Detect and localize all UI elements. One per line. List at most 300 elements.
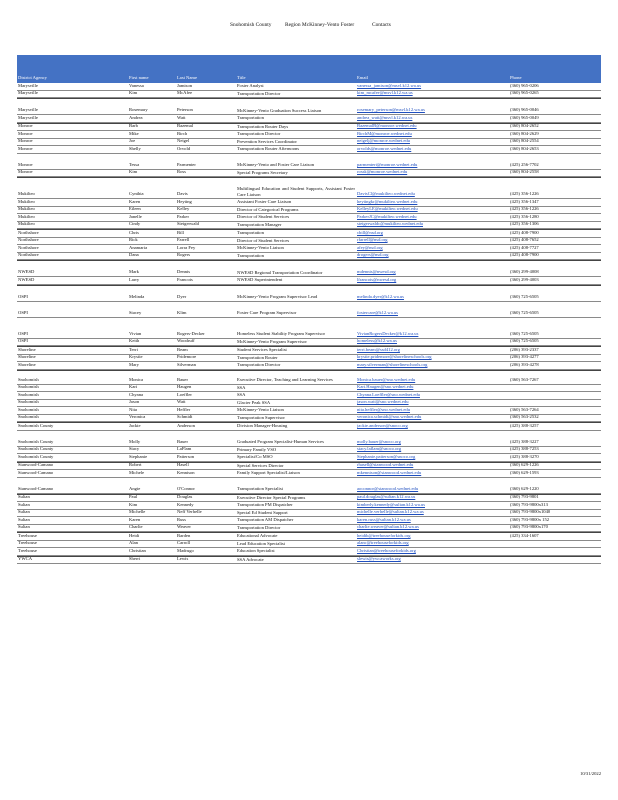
district-cell: Monroe	[18, 123, 33, 129]
email-link[interactable]: orvolds@monroe.wednet.edu	[357, 145, 412, 151]
first-name-cell: Tessa	[129, 161, 140, 167]
table-row	[17, 541, 601, 549]
phone-cell: (360) 299-4008	[510, 269, 539, 275]
table-row	[17, 470, 601, 478]
district-cell: Snohomish County	[18, 422, 54, 428]
table-row	[17, 83, 601, 91]
last-name-cell: Klim	[177, 309, 187, 315]
last-name-cell: Watt	[177, 399, 186, 405]
title-cell: Transportation Specialist	[237, 486, 283, 492]
col-phone: Phone	[510, 75, 522, 80]
phone-cell: (425) 408-7727	[510, 244, 539, 250]
table-row	[17, 302, 601, 318]
first-name-cell: Rosemary	[129, 107, 148, 113]
title-cell: Transportation Director	[237, 362, 281, 368]
last-name-cell: Woodruff	[177, 338, 195, 344]
title-cell: Specialist/Co MSO	[237, 454, 273, 460]
email-link[interactable]: jackie.anderson@snoco.org	[357, 422, 408, 428]
district-cell: Marysville	[18, 114, 38, 120]
phone-cell: (360) 793-9800x1040	[510, 509, 551, 515]
last-name-cell: Hasell	[177, 462, 189, 468]
district-cell: YWCA	[18, 556, 33, 562]
email-link[interactable]: slewis@ywcaworks.org	[357, 556, 401, 562]
table-row	[17, 447, 601, 455]
col-first-name: First name	[129, 75, 149, 80]
email-link[interactable]: BirchM@monroe.wednet.edu	[357, 130, 412, 136]
email-link[interactable]: melinda.dyer@k12.wa.us	[357, 293, 404, 299]
table-row	[17, 525, 601, 533]
last-name-cell: Carroll	[177, 540, 191, 546]
district-cell: OSPI	[18, 330, 28, 336]
first-name-cell: Larry	[129, 276, 140, 282]
first-name-cell: Angie	[129, 485, 141, 491]
email-link[interactable]: mkennison@stanwood.wednet.edu	[357, 469, 422, 475]
district-cell: Monroe	[18, 130, 33, 136]
first-name-cell: Mark	[129, 269, 139, 275]
email-link[interactable]: heidib@treehouseforkids.org	[357, 532, 411, 538]
last-name-cell: Jamison	[177, 82, 193, 88]
title-cell: Transportation PM Dispatcher	[237, 502, 293, 508]
title-cell: Director of Student Services	[237, 237, 290, 243]
email-link[interactable]: homeless@k12.wa.us	[357, 338, 397, 344]
phone-cell: (360) 965-0265	[510, 90, 539, 96]
email-link[interactable]: DavisCl@mukilteo.wednet.edu	[357, 191, 415, 197]
first-name-cell: Charlie	[129, 524, 143, 530]
title-cell: Transportation AM Dispatcher	[237, 517, 294, 523]
phone-cell: (360) 965-0046	[510, 107, 539, 113]
table-row	[17, 355, 601, 363]
first-name-cell: Michelle	[129, 509, 146, 515]
district-cell: Monroe	[18, 161, 33, 167]
title-cell: Executive Director, Teaching and Learning Services	[237, 377, 333, 383]
last-name-cell: Parmenter	[177, 161, 196, 167]
table-row	[17, 229, 601, 238]
email-link[interactable]: Stephanie.patterson@snoco.org	[357, 453, 416, 459]
first-name-cell: Heidi	[129, 532, 140, 538]
last-name-cell: Schmidt	[177, 414, 193, 420]
last-name-cell: Lewis	[177, 556, 189, 562]
table-row	[17, 462, 601, 471]
phone-cell: (360) 629-1220	[510, 485, 539, 491]
last-name-cell: Francois	[177, 276, 193, 282]
title-cell: Lead Education Specialist	[237, 540, 285, 546]
first-name-cell: Melinda	[129, 293, 145, 299]
last-name-cell: Rogers-Decker	[177, 330, 205, 336]
last-name-cell: Neff Verhelle	[177, 509, 202, 515]
first-name-cell: Nita	[129, 406, 137, 412]
title-cell: Executive Director Special Programs	[237, 494, 306, 500]
email-link[interactable]: ParkerJC@mukilteo.wednet.edu	[357, 213, 417, 219]
phone-cell: (425) 388-3270	[510, 453, 539, 459]
email-link[interactable]: andrea_watt@msvl.k12.wa.us	[357, 114, 413, 120]
title-cell: Family Support Specialist/Liaison	[237, 470, 300, 476]
email-link[interactable]: rhasell@stanwood.wednet.edu	[357, 462, 414, 468]
title-cell: McKinney-Vento and Foster Care Liaison	[237, 162, 315, 168]
phone-cell: (425) 408-7652	[510, 237, 539, 243]
email-link[interactable]: aoconnor@stanwood.wednet.edu	[357, 485, 419, 491]
last-name-cell: Birch	[177, 130, 188, 136]
district-cell: Stanwood-Camano	[18, 485, 54, 491]
table-row	[17, 517, 601, 525]
email-link[interactable]: VivianRogersDecker@k12.wa.us	[357, 330, 419, 336]
table-row	[17, 260, 601, 277]
last-name-cell: Bazemal	[177, 123, 194, 129]
email-link[interactable]: karen.russ@sultan.k12.wa.us	[357, 516, 411, 522]
contacts-table	[17, 55, 601, 564]
table-row	[17, 385, 601, 393]
district-cell: Monroe	[18, 145, 33, 151]
email-link[interactable]: charlie.weaver@sultan.k12.wa.us	[357, 524, 419, 530]
email-link[interactable]: Kari.Haugen@sno.wednet.edu	[357, 384, 414, 390]
title-cell: Division Manager-Housing	[237, 423, 288, 429]
title-cell: McKinney-Vento Program Supervisor Lead	[237, 294, 318, 300]
email-link[interactable]: heytingkr@mukilteo.wednet.edu	[357, 198, 418, 204]
table-row	[17, 131, 601, 139]
district-cell: Monroe	[18, 138, 33, 144]
last-name-cell: Weaver	[177, 524, 191, 530]
region-heading: Region McKinney-Vento Foster	[285, 22, 355, 28]
title-cell: Transportation Manager	[237, 221, 282, 227]
table-row	[17, 98, 601, 115]
phone-cell: (360) 804-2554	[510, 138, 539, 144]
first-name-cell: Vanessa	[129, 82, 144, 88]
email-link[interactable]: afey@nsd.org	[357, 244, 383, 250]
first-name-cell: Anamaria	[129, 244, 148, 250]
last-name-cell: Barden	[177, 532, 191, 538]
phone-cell: (425) 408-7900	[510, 229, 539, 235]
first-name-cell: Keith	[129, 338, 140, 344]
last-name-cell: Anderson	[177, 422, 195, 428]
district-cell: Treehouse	[18, 532, 37, 538]
last-name-cell: Watt	[177, 114, 186, 120]
table-row	[17, 222, 601, 230]
first-name-cell: Karen	[129, 516, 141, 522]
first-name-cell: Molly	[129, 438, 141, 444]
table-row	[17, 277, 601, 285]
table-row	[17, 253, 601, 261]
title-cell: SSA	[237, 392, 246, 398]
email-link[interactable]: mdennis@nwesd.org	[357, 269, 396, 275]
district-cell: Sultan	[18, 494, 30, 500]
first-name-cell: Vivian	[129, 330, 142, 336]
first-name-cell: Stephanie	[129, 453, 148, 459]
last-name-cell: Davis	[177, 191, 188, 197]
table-row	[17, 407, 601, 415]
table-row	[17, 532, 601, 541]
phone-cell: (425) 334-1607	[510, 532, 539, 538]
last-name-cell: LaFlam	[177, 446, 192, 452]
email-link[interactable]: steigerwaldc@mukilteo.wednet.edu	[357, 221, 423, 227]
email-link[interactable]: paul.douglas@sultan.k12.wa.us	[357, 494, 416, 500]
last-name-cell: Pridemore	[177, 354, 197, 360]
first-name-cell: Krystie	[129, 354, 143, 360]
last-name-cell: Dennis	[177, 269, 191, 275]
table-row	[17, 548, 601, 556]
table-row	[17, 362, 601, 370]
table-row	[17, 346, 601, 355]
title-cell: Special Services Director	[237, 462, 284, 468]
col-district: District Agency	[18, 75, 47, 80]
first-name-cell: Dana	[129, 252, 139, 258]
first-name-cell: Michele	[129, 469, 145, 475]
last-name-cell: Russ	[177, 516, 186, 522]
table-row	[17, 238, 601, 246]
phone-cell: (425) 388-7253	[510, 446, 539, 452]
table-row	[17, 214, 601, 222]
table-row	[17, 91, 601, 99]
district-cell: Mukilteo	[18, 191, 35, 197]
table-row	[17, 422, 601, 431]
title-cell: Director of Student Services	[237, 214, 290, 220]
phone-cell: (360) 793-9800x170	[510, 524, 548, 530]
title-cell: Prevention Services Coordinator	[237, 138, 297, 144]
last-name-cell: Heffler	[177, 406, 191, 412]
email-link[interactable]: kimberly.kennedy@sultan.k12.wa.us	[357, 501, 425, 507]
district-cell: Northshore	[18, 237, 39, 243]
district-cell: Snohomish County	[18, 438, 54, 444]
district-cell: OSPI	[18, 338, 28, 344]
district-cell: Sultan	[18, 516, 30, 522]
title-cell: Multilingual Education and Student Supports, Assistant Foster Care Liaison	[237, 186, 355, 197]
table-row	[17, 199, 601, 207]
title-cell: Primary Family VSO	[237, 446, 277, 452]
first-name-cell: Kim	[129, 169, 138, 175]
first-name-cell: Monica	[129, 376, 144, 382]
first-name-cell: Stacey	[129, 309, 142, 315]
title-cell: Transportation Router	[237, 354, 278, 360]
title-cell: Transportation Director	[237, 524, 281, 530]
email-link[interactable]: Chyana.Loeffler@sno.wednet.edu	[357, 391, 420, 397]
first-name-cell: Cindy	[129, 221, 141, 227]
first-name-cell: Mary	[129, 361, 139, 367]
district-cell: Mukilteo	[18, 206, 35, 212]
title-cell: McKinney-Vento Liaison	[237, 245, 284, 251]
last-name-cell: Dyer	[177, 293, 187, 299]
page-date: 10/31/2022	[580, 771, 601, 776]
email-link[interactable]: jason.watt@sno.wednet.edu	[357, 399, 409, 405]
last-name-cell: Patterson	[177, 453, 195, 459]
table-row	[17, 370, 601, 385]
first-name-cell: Cynthia	[129, 191, 144, 197]
first-name-cell: Rick	[129, 237, 138, 243]
county-heading: Snohomish County	[230, 22, 272, 28]
email-link[interactable]: terri.beam@ssd412.org	[357, 346, 400, 352]
email-link[interactable]: Monica.bauer@sno.wednet.edu	[357, 376, 416, 382]
title-cell: Transportation Director	[237, 90, 281, 96]
email-link[interactable]: veronica.schmidt@sno.wednet.edu	[357, 414, 422, 420]
district-cell: Snohomish	[18, 376, 39, 382]
email-link[interactable]: michelle.verhelle@sultan.k12.wa.us	[357, 509, 424, 515]
title-cell: Transportation Router Days	[237, 123, 289, 129]
table-row	[17, 318, 601, 339]
last-name-cell: Kennison	[177, 469, 195, 475]
email-link[interactable]: neigelj@monroe.wednet.edu	[357, 138, 410, 144]
table-row	[17, 245, 601, 253]
col-email: Email	[357, 75, 368, 80]
first-name-cell: Kim	[129, 90, 138, 96]
email-link[interactable]: rfarrell@nsd.org	[357, 237, 388, 243]
phone-cell: (360) 725-6505	[510, 309, 539, 315]
district-cell: Northshore	[18, 252, 39, 258]
district-cell: Snohomish	[18, 399, 39, 405]
district-cell: Snohomish County	[18, 453, 54, 459]
title-cell: Foster Analyst	[237, 83, 264, 89]
first-name-cell: Stacy	[129, 446, 140, 452]
phone-cell: (360) 629-1226	[510, 462, 539, 468]
table-row	[17, 154, 601, 170]
email-link[interactable]: drogers@nsd.org	[357, 252, 389, 258]
district-cell: Sultan	[18, 501, 30, 507]
district-cell: Sultan	[18, 509, 30, 515]
table-row	[17, 510, 601, 518]
district-cell: Monroe	[18, 169, 33, 175]
district-cell: Marysville	[18, 107, 38, 113]
title-cell: Transportation	[237, 252, 264, 258]
first-name-cell: Veronica	[129, 414, 146, 420]
last-name-cell: Loeffler	[177, 391, 192, 397]
title-cell: Foster Care Program Supervisor	[237, 310, 297, 316]
district-cell: Mukilteo	[18, 198, 35, 204]
table-row	[17, 115, 601, 123]
district-cell: Snohomish	[18, 384, 39, 390]
district-cell: Northshore	[18, 244, 39, 250]
district-cell: Shoreline	[18, 354, 36, 360]
table-row	[17, 494, 601, 503]
phone-cell: (425) 356-1280	[510, 213, 539, 219]
title-cell: NWESD Regional Transportation Coordinator	[237, 269, 323, 275]
last-name-cell: Ross	[177, 169, 186, 175]
phone-cell: (425) 356-1226	[510, 206, 539, 212]
email-link[interactable]: mary.silverman@shorelineschools.org	[357, 361, 428, 367]
email-link[interactable]: rossk@monroe.wednet.edu	[357, 169, 408, 175]
title-cell: Education Specialist	[237, 548, 275, 554]
first-name-cell: Kim	[129, 501, 138, 507]
email-link[interactable]: BazemalB@monroe.wednet.edu	[357, 123, 417, 129]
district-cell: NWESD	[18, 276, 35, 282]
first-name-cell: Kari	[129, 384, 138, 390]
first-name-cell: Joe	[129, 138, 136, 144]
table-row	[17, 146, 601, 154]
district-cell: Marysville	[18, 90, 38, 96]
phone-cell: (425) 408-7900	[510, 252, 539, 258]
title-cell: Transportation Router Afternoons	[237, 146, 300, 152]
district-cell: NWESD	[18, 269, 35, 275]
district-cell: Shoreline	[18, 346, 36, 352]
title-cell: SSA Advocate	[237, 556, 264, 562]
email-link[interactable]: parmentert@monroe.wednet.edu	[357, 161, 418, 167]
email-link[interactable]: molly.bauer@snoco.org	[357, 438, 401, 444]
district-cell: Sultan	[18, 524, 30, 530]
email-link[interactable]: alanc@treehouseforkids.org	[357, 540, 409, 546]
email-link[interactable]: KelleyLE@mukilteo.wednet.edu	[357, 206, 418, 212]
district-cell: Northshore	[18, 229, 39, 235]
table-row	[17, 392, 601, 400]
last-name-cell: Lorra Fey	[177, 244, 196, 250]
email-link[interactable]: nita.heffler@sno.wednet.edu	[357, 406, 411, 412]
title-cell: Transportation	[237, 115, 264, 121]
first-name-cell: Shelly	[129, 145, 141, 151]
last-name-cell: Kelley	[177, 206, 190, 212]
last-name-cell: Silverman	[177, 361, 196, 367]
district-cell: Snohomish County	[18, 446, 54, 452]
last-name-cell: Bauer	[177, 438, 188, 444]
district-cell: Shoreline	[18, 361, 36, 367]
email-link[interactable]: cbill@nsd.org	[357, 229, 383, 235]
email-link[interactable]: rosemary_peterson@msvl.k12.wa.us	[357, 107, 425, 113]
last-name-cell: Peterson	[177, 107, 193, 113]
first-name-cell: Paul	[129, 494, 138, 500]
last-name-cell: O'Connor	[177, 485, 195, 491]
col-last-name: Last Name	[177, 75, 198, 80]
first-name-cell: Sherri	[129, 556, 141, 562]
phone-cell: (360) 965-0049	[510, 114, 539, 120]
district-cell: OSPI	[18, 309, 28, 315]
phone-cell: (425) 356-1347	[510, 198, 539, 204]
first-name-cell: Chyana	[129, 391, 144, 397]
email-link[interactable]: fostercare@k12.wa.us	[357, 309, 398, 315]
email-link[interactable]: vanessa_jamison@msvl.k12.wa.us	[357, 82, 422, 88]
title-cell: Special Programs Secretary	[237, 169, 288, 175]
first-name-cell: Alan	[129, 540, 138, 546]
last-name-cell: Heyting	[177, 198, 192, 204]
table-row	[17, 400, 601, 408]
phone-cell: (425) 256-7702	[510, 161, 539, 167]
district-cell: Snohomish	[18, 406, 39, 412]
table-body	[17, 83, 601, 564]
first-name-cell: Eileen	[129, 206, 141, 212]
phone-cell: (360) 629-1593	[510, 469, 539, 475]
district-cell: Mukilteo	[18, 213, 35, 219]
district-cell: Mukilteo	[18, 221, 35, 227]
page-header	[0, 22, 618, 34]
phone-cell: (360) 793-9800x313	[510, 501, 548, 507]
last-name-cell: Beam	[177, 346, 188, 352]
last-name-cell: Bill	[177, 229, 184, 235]
phone-cell: (360) 563-7264	[510, 406, 539, 412]
phone-cell: (360) 804-2558	[510, 169, 539, 175]
title-cell: Homeless Student Stability Program Supervisor	[237, 331, 326, 337]
table-row	[17, 556, 601, 565]
email-link[interactable]: kim_mcafee@msvl.k12.wa.us	[357, 90, 413, 96]
district-cell: Stanwood-Camano	[18, 462, 54, 468]
table-row	[17, 139, 601, 147]
phone-cell: (360) 563-7267	[510, 376, 539, 382]
first-name-cell: Chris	[129, 229, 139, 235]
table-row	[17, 123, 601, 132]
last-name-cell: Bauer	[177, 376, 188, 382]
phone-cell: (360) 793-9801	[510, 494, 539, 500]
title-cell: Director of Categorical Programs	[237, 206, 299, 212]
email-link[interactable]: Christian@treehouseforkids.org	[357, 547, 416, 553]
phone-cell: (425) 388-3257	[510, 422, 539, 428]
phone-cell: (425) 356-1226	[510, 191, 539, 197]
phone-cell: (360) 725-6505	[510, 330, 539, 336]
phone-cell: (360) 804-2629	[510, 130, 539, 136]
title-cell: Transportation Supervisor	[237, 414, 285, 420]
phone-cell: (360) 793-9800x 152	[510, 516, 550, 522]
table-header	[17, 55, 601, 83]
first-name-cell: Jason	[129, 399, 140, 405]
email-link[interactable]: lfrancois@nwesd.org	[357, 276, 397, 282]
email-link[interactable]: stacy.laflam@snoco.org	[357, 446, 402, 452]
email-link[interactable]: krystie.pridemore@shorelineschools.org	[357, 354, 432, 360]
phone-cell: (360) 299-4003	[510, 276, 539, 282]
district-cell: Stanwood-Camano	[18, 469, 54, 475]
title-cell: Assistant Foster Care Liaison	[237, 199, 292, 205]
table-row	[17, 502, 601, 510]
last-name-cell: Douglas	[177, 494, 193, 500]
title-cell: Glacier Peak SSA	[237, 399, 271, 405]
